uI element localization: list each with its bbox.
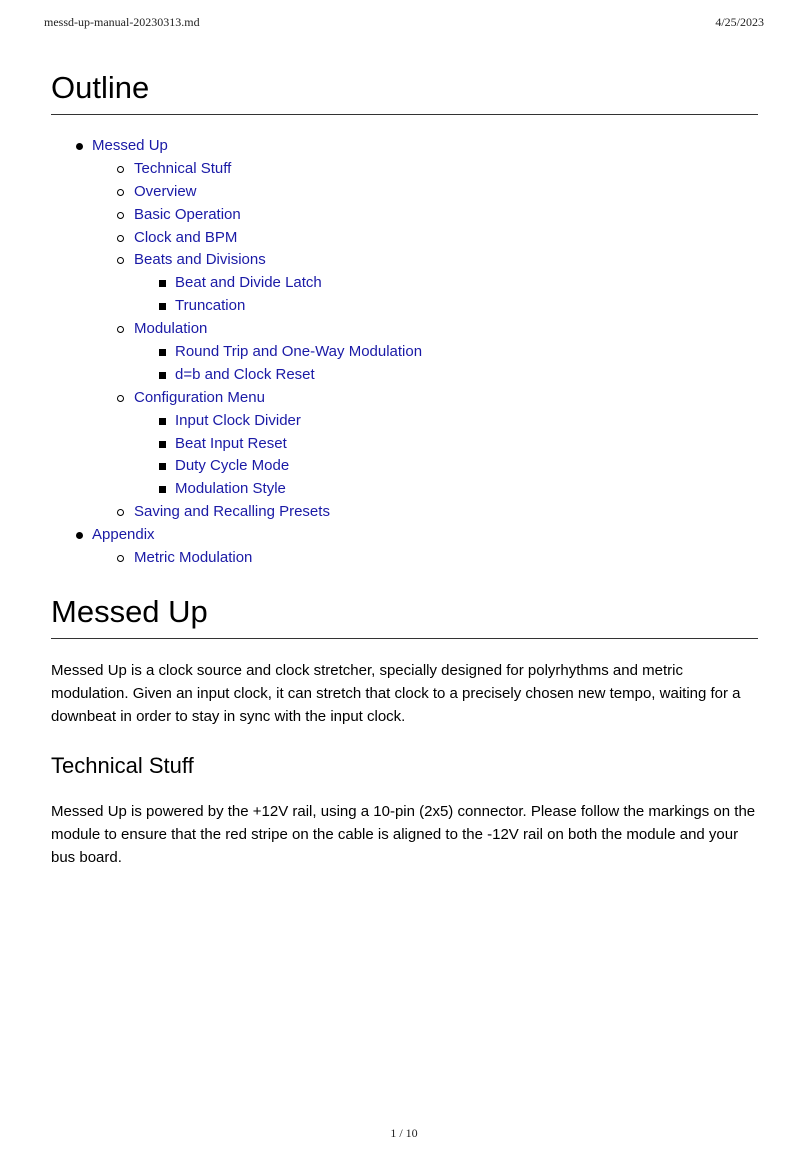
toc-item bbox=[51, 478, 758, 501]
toc-link[interactable]: Beat and Divide Latch bbox=[175, 274, 322, 292]
list-bullet-icon bbox=[159, 441, 166, 448]
toc-link[interactable]: Beat Input Reset bbox=[175, 434, 287, 452]
toc-link[interactable]: Configuration Menu bbox=[134, 388, 265, 406]
toc-link[interactable]: Messed Up bbox=[92, 137, 168, 154]
toc-item bbox=[51, 295, 758, 318]
document-page bbox=[51, 70, 758, 869]
list-bullet-icon bbox=[117, 257, 124, 264]
toc-item bbox=[51, 249, 758, 272]
list-bullet-icon bbox=[159, 463, 166, 470]
list-bullet-icon bbox=[159, 486, 166, 493]
list-bullet-icon bbox=[117, 212, 124, 219]
toc-link[interactable]: Clock and BPM bbox=[134, 228, 238, 246]
list-bullet-icon bbox=[159, 280, 166, 287]
list-bullet-icon bbox=[76, 143, 83, 150]
toc-item bbox=[51, 341, 758, 364]
toc-item bbox=[51, 364, 758, 387]
list-bullet-icon bbox=[159, 303, 166, 310]
toc-link[interactable]: Metric Modulation bbox=[134, 549, 253, 567]
toc-link[interactable]: Beats and Divisions bbox=[134, 251, 266, 269]
toc-link[interactable]: Modulation bbox=[134, 320, 208, 338]
intro-paragraph: Messed Up is a clock source and clock stretcher, specially designed for polyrhythms and metric modulation. Given an input clock, it can stretch that clock to a precisely chosen new tempo, waiting for a downbeat in order to stay in sync with the input clock. bbox=[51, 661, 741, 725]
toc-item bbox=[51, 158, 758, 181]
toc-link[interactable]: Input Clock Divider bbox=[175, 411, 301, 429]
toc-item bbox=[51, 387, 758, 410]
list-bullet-icon bbox=[76, 532, 83, 539]
toc-item bbox=[51, 181, 758, 204]
toc-link[interactable]: Truncation bbox=[175, 297, 246, 315]
list-bullet-icon bbox=[159, 372, 166, 379]
technical-stuff-heading: Technical Stuff bbox=[51, 752, 194, 778]
toc-item bbox=[51, 204, 758, 227]
toc-link[interactable]: Basic Operation bbox=[134, 205, 241, 223]
toc-item bbox=[51, 318, 758, 341]
list-bullet-icon bbox=[117, 509, 124, 516]
list-bullet-icon bbox=[159, 349, 166, 356]
list-bullet-icon bbox=[117, 395, 124, 402]
toc-item bbox=[51, 524, 758, 547]
list-bullet-icon bbox=[117, 189, 124, 196]
toc-item bbox=[51, 272, 758, 295]
toc-item bbox=[51, 455, 758, 478]
toc-link[interactable]: Technical Stuff bbox=[134, 159, 232, 177]
page-number: 1 / 10 bbox=[390, 1126, 418, 1140]
technical-stuff-paragraph: Messed Up is powered by the +12V rail, using a 10-pin (2x5) connector. Please follow the markings on the module to ensure that the red stripe on the cable is aligned to the -12V rail on both the module and your bus board. bbox=[51, 802, 756, 866]
list-bullet-icon bbox=[117, 326, 124, 333]
list-bullet-icon bbox=[117, 235, 124, 242]
toc-link[interactable]: Duty Cycle Mode bbox=[175, 457, 290, 475]
toc-link[interactable]: Saving and Recalling Presets bbox=[134, 503, 330, 521]
toc-item bbox=[51, 410, 758, 433]
messed-up-heading: Messed Up bbox=[51, 594, 758, 639]
toc-item bbox=[51, 501, 758, 524]
toc-link[interactable]: d=b and Clock Reset bbox=[175, 365, 315, 383]
toc-item bbox=[51, 135, 758, 158]
toc-item bbox=[51, 433, 758, 456]
toc-item bbox=[51, 227, 758, 250]
toc-link[interactable]: Appendix bbox=[92, 526, 155, 544]
list-bullet-icon bbox=[159, 418, 166, 425]
toc-link[interactable]: Modulation Style bbox=[175, 480, 286, 498]
toc-link[interactable]: Round Trip and One-Way Modulation bbox=[175, 343, 423, 361]
toc-link[interactable]: Overview bbox=[134, 182, 197, 200]
list-bullet-icon bbox=[117, 166, 124, 173]
print-date: 4/25/2023 bbox=[715, 15, 764, 29]
list-bullet-icon bbox=[117, 555, 124, 562]
outline-heading: Outline bbox=[51, 70, 758, 115]
toc-item bbox=[51, 547, 758, 570]
document-filename: messd-up-manual-20230313.md bbox=[44, 15, 200, 29]
table-of-contents bbox=[51, 135, 758, 570]
print-header bbox=[44, 15, 764, 31]
